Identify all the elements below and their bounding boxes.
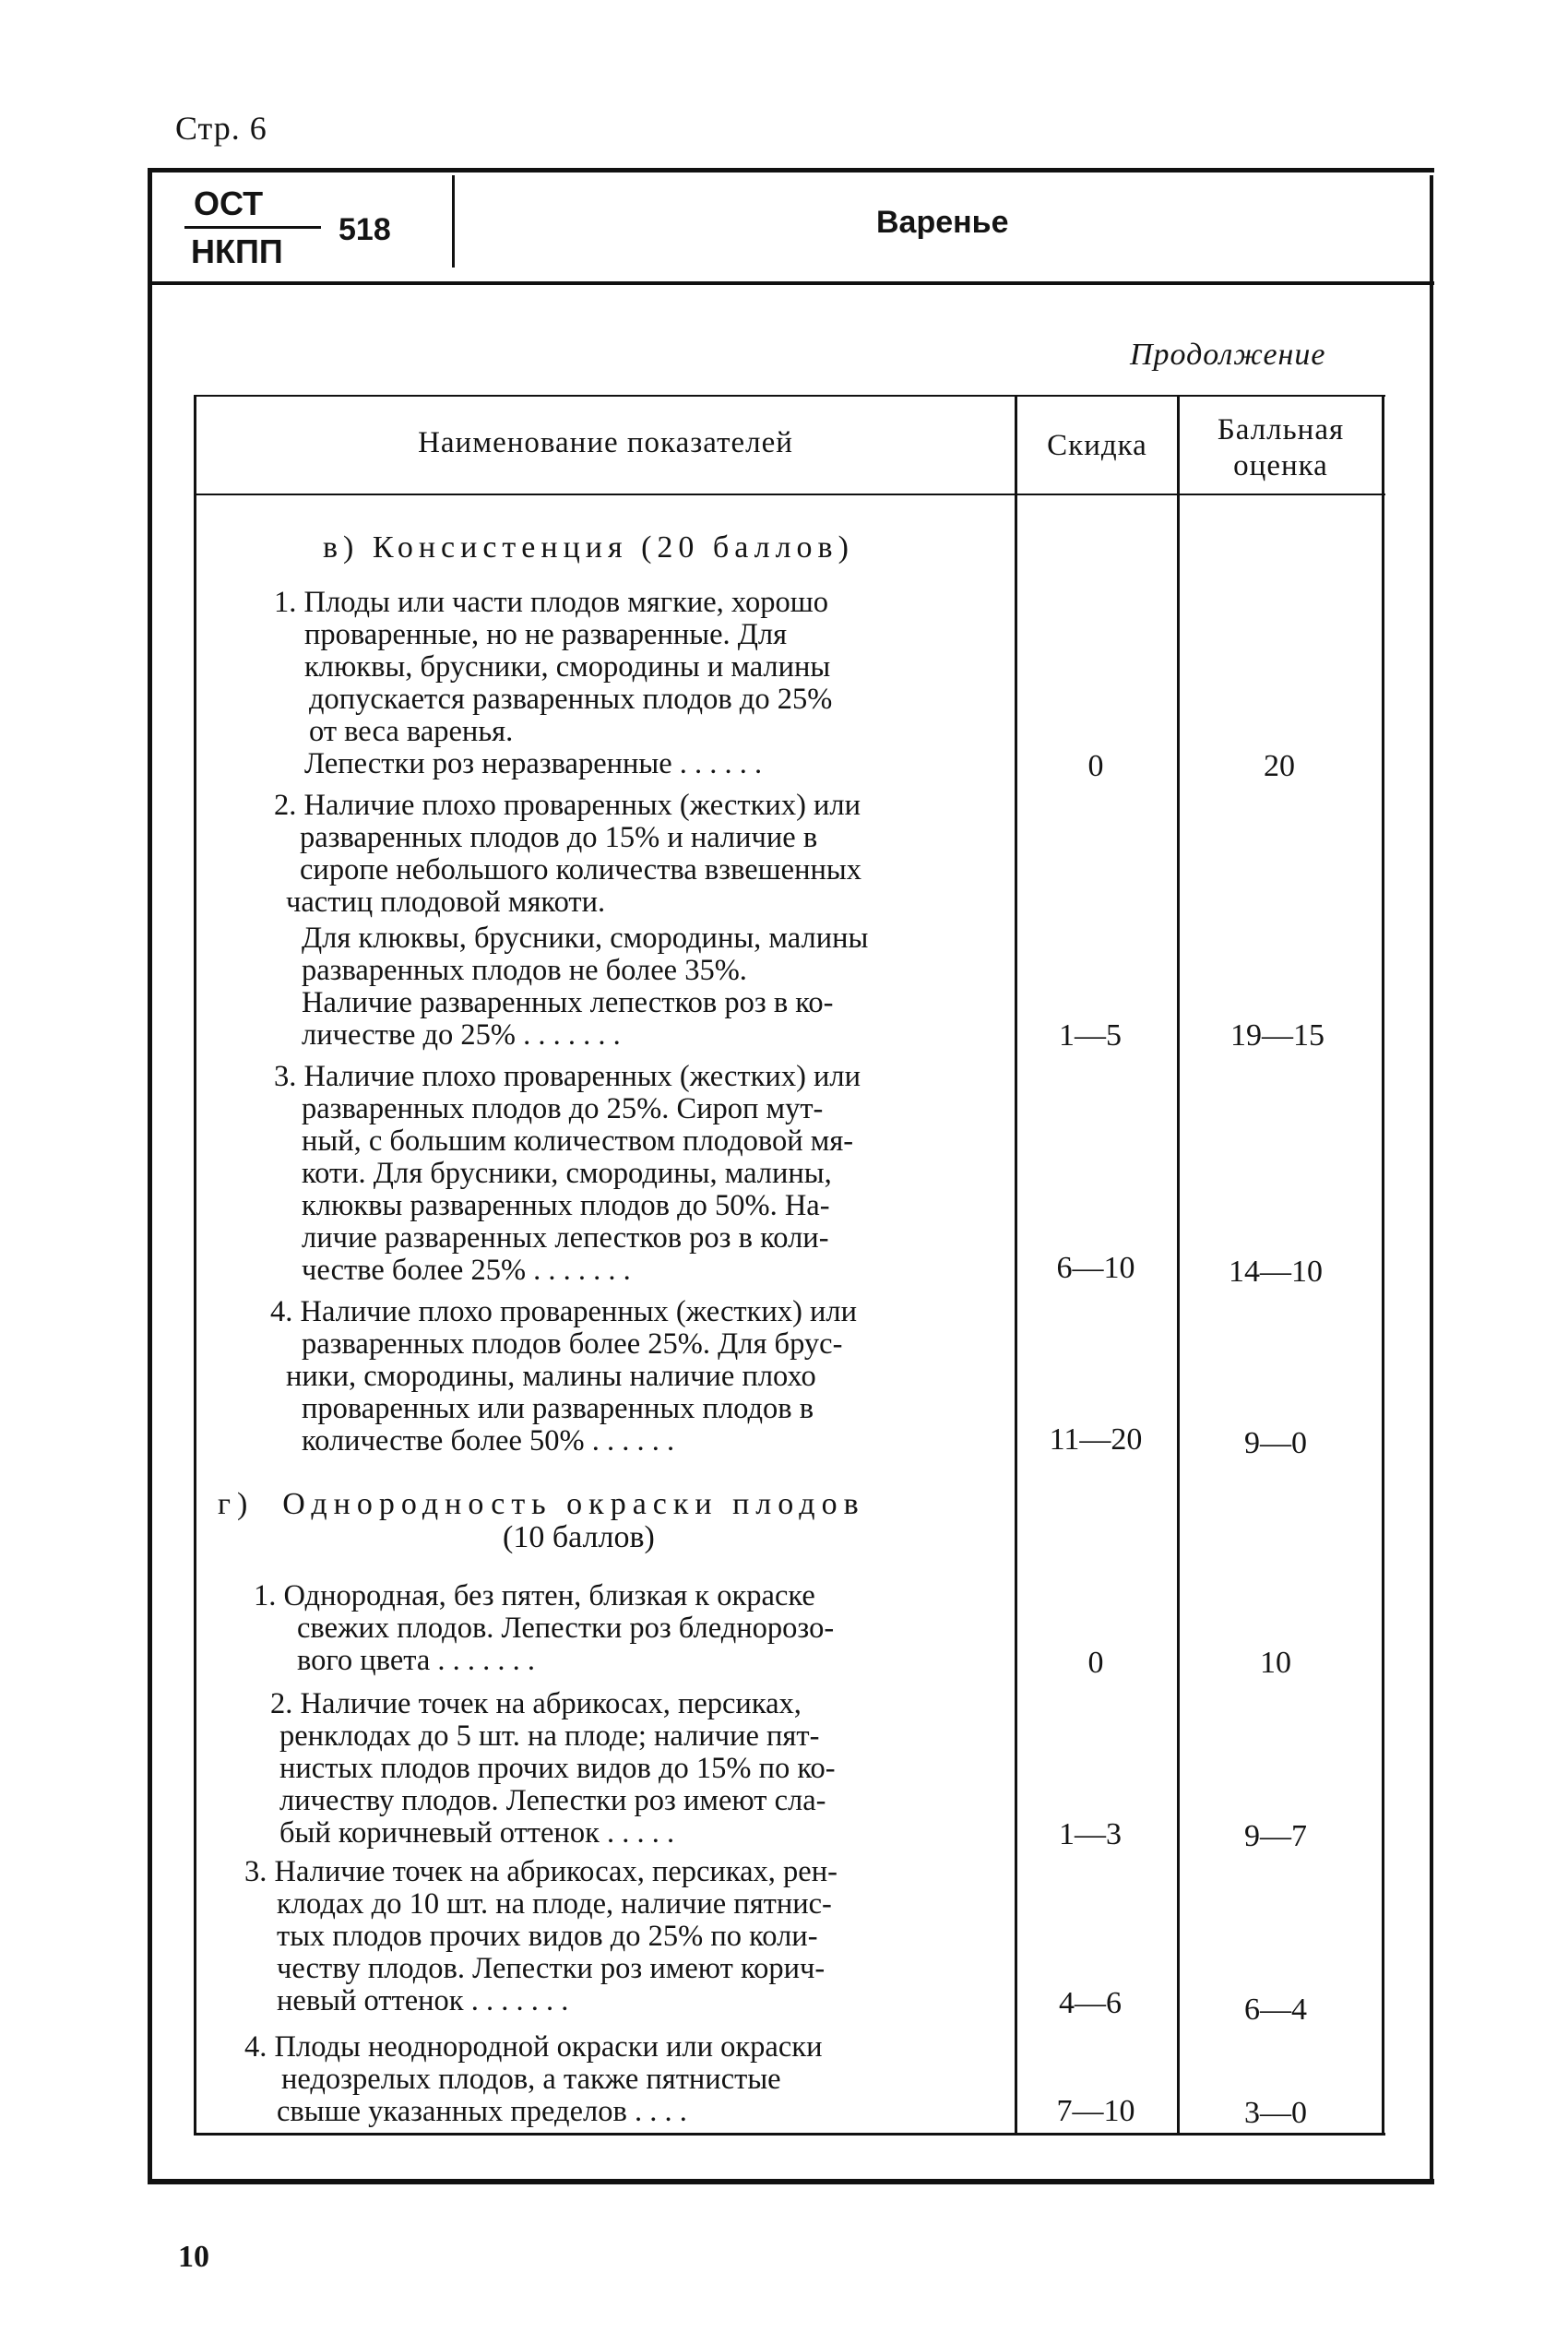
item-line: личестве до 25% . . . . . . . <box>302 1018 621 1052</box>
item-line: 1. Плоды или части плодов мягкие, хорошо <box>274 586 828 619</box>
header-divider <box>452 175 455 268</box>
column-header-indicator: Наименование показателей <box>418 426 793 459</box>
item-line: проваренных или разваренных плодов в <box>302 1392 814 1425</box>
score-value: 3—0 <box>1244 2096 1307 2130</box>
discount-value: 1—5 <box>1059 1018 1122 1053</box>
standard-code-top: ОСТ <box>194 184 264 222</box>
page-number: 10 <box>178 2240 209 2274</box>
item-line: сиропе небольшого количества взвешенных <box>300 853 861 886</box>
score-value: 20 <box>1264 749 1295 783</box>
continued-label: Продолжение <box>1130 338 1326 372</box>
column-header-score-line1: Балльная <box>1217 413 1345 446</box>
score-value: 6—4 <box>1244 1993 1307 2027</box>
document-title: Варенье <box>876 205 1009 240</box>
item-line: честву плодов. Лепестки роз имеют корич- <box>277 1952 826 1985</box>
frame-top-rule <box>148 168 1434 173</box>
item-line: от веса варенья. <box>309 715 514 748</box>
table-right-rule <box>1382 395 1384 2135</box>
table-left-rule <box>194 395 196 2135</box>
item-line: честве более 25% . . . . . . . <box>302 1254 631 1287</box>
item-line: разваренных плодов до 25%. Сироп мут- <box>302 1092 824 1125</box>
item-line: разваренных плодов более 25%. Для брус- <box>302 1327 843 1361</box>
item-line: вого цвета . . . . . . . <box>297 1644 536 1677</box>
discount-value: 6—10 <box>1056 1251 1135 1285</box>
table-col-divider-2 <box>1177 395 1180 2135</box>
item-line: Наличие разваренных лепестков роз в ко- <box>302 986 834 1019</box>
standard-fraction-bar <box>184 226 321 229</box>
item-line: клюквы, брусники, смородины и малины <box>304 650 831 684</box>
item-line: 4. Плоды неоднородной окраски или окраски <box>244 2030 823 2064</box>
discount-value: 7—10 <box>1056 2094 1135 2128</box>
item-line: клюквы разваренных плодов до 50%. На- <box>302 1189 830 1222</box>
score-value: 9—0 <box>1244 1426 1307 1460</box>
item-line: 3. Наличие плохо проваренных (жестких) или <box>274 1060 861 1093</box>
item-line: 2. Наличие плохо проваренных (жестких) или <box>274 789 861 822</box>
item-line: 1. Однородная, без пятен, близкая к окраске <box>254 1579 815 1612</box>
item-line: невый оттенок . . . . . . . <box>277 1984 569 2017</box>
section-title-color-uniformity: г) Однородность окраски плодов <box>218 1487 865 1521</box>
column-header-discount: Скидка <box>1047 429 1147 462</box>
discount-value: 0 <box>1087 1646 1104 1680</box>
standard-number: 518 <box>339 212 391 247</box>
frame-right-rule <box>1430 175 1433 2182</box>
section-title-consistency: в) Консистенция (20 баллов) <box>323 530 854 565</box>
item-line: допускается разваренных плодов до 25% <box>309 683 833 716</box>
item-line: разваренных плодов не более 35%. <box>302 954 747 987</box>
page-label: Стр. 6 <box>175 110 267 147</box>
discount-value: 11—20 <box>1049 1422 1143 1457</box>
table-col-divider-1 <box>1015 395 1017 2135</box>
item-line: ники, смородины, малины наличие плохо <box>286 1360 816 1393</box>
item-line: Для клюквы, брусники, смородины, малины <box>302 922 869 955</box>
item-line: тых плодов прочих видов до 25% по коли- <box>277 1920 818 1953</box>
score-value: 9—7 <box>1244 1819 1307 1853</box>
discount-value: 4—6 <box>1059 1986 1122 2020</box>
score-value: 10 <box>1260 1646 1291 1680</box>
item-line: проваренные, но не разваренные. Для <box>304 618 788 651</box>
item-line: частиц плодовой мякоти. <box>286 886 606 919</box>
frame-left-rule <box>148 168 152 2183</box>
section-title-color-uniformity-points: (10 баллов) <box>503 1520 655 1554</box>
item-line: бый коричневый оттенок . . . . . <box>279 1816 675 1850</box>
score-value: 19—15 <box>1230 1018 1324 1053</box>
item-line: нистых плодов прочих видов до 15% по ко- <box>279 1752 836 1785</box>
item-line: количестве более 50% . . . . . . <box>302 1424 675 1458</box>
item-line: разваренных плодов до 15% и наличие в <box>300 821 818 854</box>
item-line: клодах до 10 шт. на плоде, наличие пятнис- <box>277 1887 832 1921</box>
item-line: 3. Наличие точек на абрикосах, персиках, рен- <box>244 1855 837 1888</box>
table-top-rule <box>194 395 1385 397</box>
item-line: личие разваренных лепестков роз в коли- <box>302 1221 829 1255</box>
header-bottom-rule <box>148 281 1434 285</box>
item-line: ренклодах до 5 шт. на плоде; наличие пят- <box>279 1719 820 1753</box>
item-line: ный, с большим количеством плодовой мя- <box>302 1124 854 1158</box>
table-header-rule <box>194 494 1385 495</box>
item-line: 4. Наличие плохо проваренных (жестких) или <box>270 1295 858 1328</box>
score-value: 14—10 <box>1229 1255 1323 1289</box>
standard-code-bottom: НКПП <box>191 232 283 270</box>
discount-value: 1—3 <box>1059 1817 1122 1851</box>
item-line: коти. Для брусники, смородины, малины, <box>302 1157 832 1190</box>
table-bottom-rule <box>194 2133 1385 2136</box>
item-line: 2. Наличие точек на абрикосах, персиках, <box>270 1687 802 1720</box>
item-line: Лепестки роз неразваренные . . . . . . <box>304 747 763 780</box>
frame-bottom-rule <box>148 2179 1434 2184</box>
item-line: личеству плодов. Лепестки роз имеют сла- <box>279 1784 826 1817</box>
item-line: недозрелых плодов, а также пятнистые <box>281 2063 781 2096</box>
discount-value: 0 <box>1087 749 1104 783</box>
item-line: свежих плодов. Лепестки роз бледнорозо- <box>297 1612 835 1645</box>
column-header-score-line2: оценка <box>1233 449 1328 482</box>
item-line: свыше указанных пределов . . . . <box>277 2095 687 2128</box>
